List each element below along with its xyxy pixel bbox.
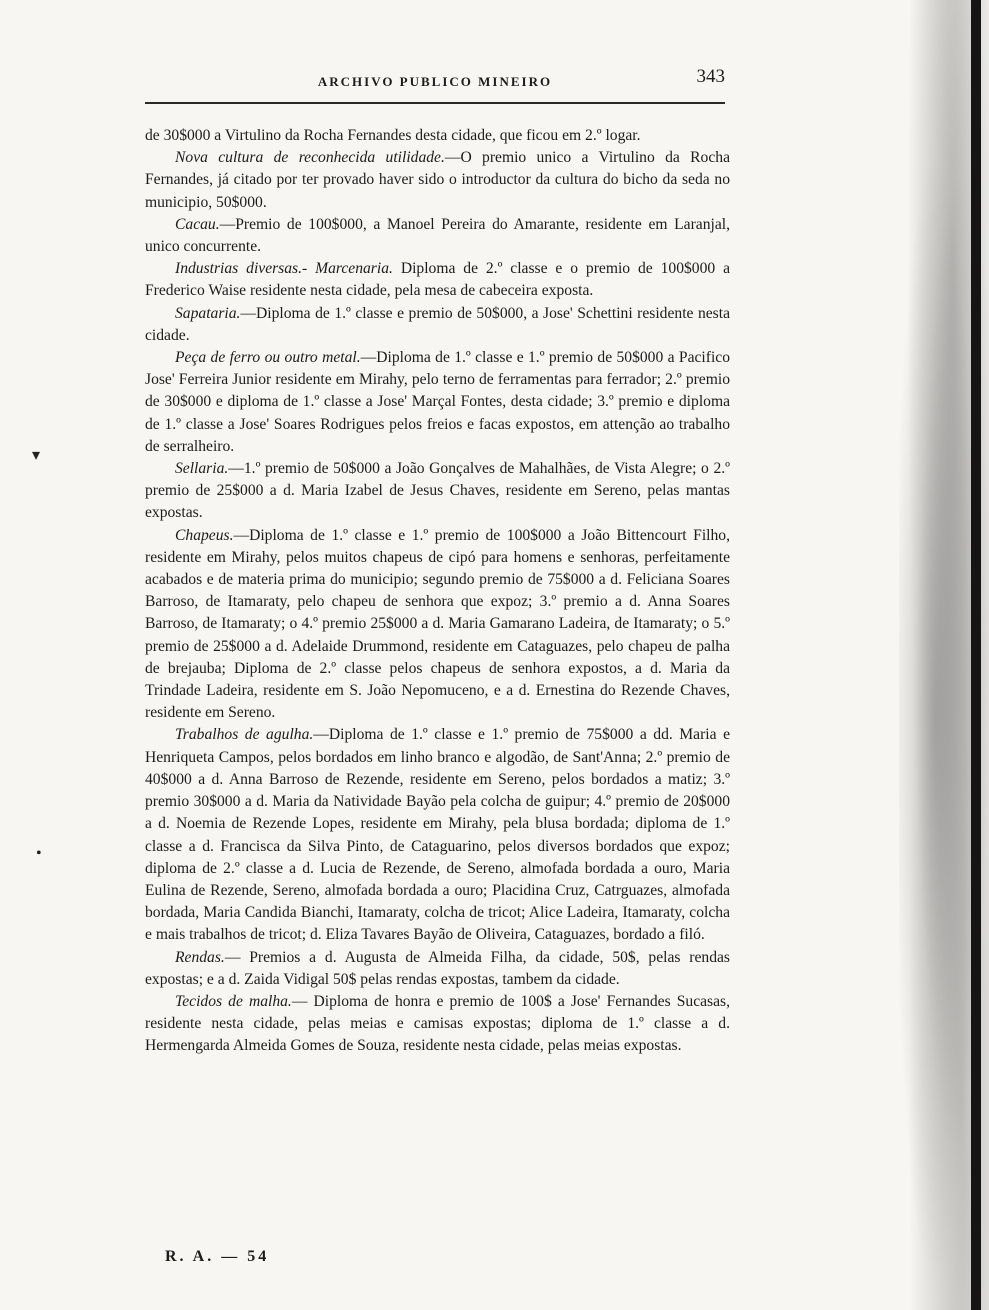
paragraph bbox=[145, 347, 730, 458]
paragraph-lead: Industrias diversas.- Marcenaria. bbox=[175, 260, 393, 278]
page-number: 343 bbox=[696, 66, 725, 87]
paragraph-text: —Diploma de 1.º classe e 1.º premio de 75$000 a dd. Maria e Henriqueta Campos, pelos bordados em linho branco e algodão, de Sant'Anna; 2.º premio de 40$000 a d. Anna Barroso de Rezende, residente em Sereno, pelos bordados a matiz; 3.º premio 30$000 a d. Maria da Natividade Bayão pela colcha de guipur; 4.º premio de 20$000 a d. Noemia de Rezende Lopes, residente em Mirahy, pela blusa bordada; diploma de 1.º classe a d. Francisca da Silva Pinto, de Cataguarino, pelos diversos bordados que expoz; diploma de 2.º classe a d. Lucia de Rezende, de Sereno, almofada bordada a ouro, Maria Eulina de Rezende, Sereno, almofada bordada a ouro; Placidina Cruz, Catrguazes, almofada bordada, Maria Candida Bianchi, Itamaraty, colcha de tricot; Alice Ladeira, Itamaraty, colcha e mais trabalhos de tricot; d. Eliza Tavares Bayão de Oliveira, Cataguazes, bordado a filó. bbox=[145, 726, 730, 944]
paragraph bbox=[145, 125, 730, 147]
paragraph bbox=[145, 458, 730, 525]
paragraph bbox=[145, 258, 730, 302]
body-text bbox=[145, 125, 730, 1058]
paragraph bbox=[145, 303, 730, 347]
paragraph bbox=[145, 724, 730, 946]
paragraph-text: —Diploma de 1.º classe e 1.º premio de 50$000 a Pacifico Jose' Ferreira Junior residente em Mirahy, pelo terno de ferramentas para ferrador; 2.º premio de 30$000 e diploma de 1.º classe a Jose' Marçal Fontes, desta cidade; 3.º premio e diploma de 1.º classe a Jose' Soares Rodrigues pelos freios e facas expostos, em attenção ao trabalho de serralheiro. bbox=[145, 349, 730, 455]
margin-dot: ▾ bbox=[32, 447, 41, 464]
paragraph-text: —Diploma de 1.º classe e premio de 50$000, a Jose' Schettini residente nesta cidade. bbox=[145, 304, 730, 344]
margin-dot: • bbox=[36, 845, 42, 862]
paragraph bbox=[145, 147, 730, 214]
paragraph bbox=[145, 947, 730, 991]
header-rule bbox=[145, 102, 725, 104]
paragraph-text: —Diploma de 1.º classe e 1.º premio de 100$000 a João Bittencourt Filho, residente em Mirahy, pelos muitos chapeus de cipó para homens e senhoras, perfeitamente acabados e de materia prima do municipio; segundo premio de 75$000 a d. Feliciana Soares Barroso, de Itamaraty, pelo chapeu de senhora que expoz; 3.º premio a d. Anna Soares Barroso, de Itamaraty; o 4.º premio 25$000 a d. Maria Gamarano Ladeira, de Itamaraty; o 5.º premio de 25$000 a d. Adelaide Drummond, residente em Cataguazes, pelo chapeu de palha de brejauba; Diploma de 2.º classe pelos chapeus de senhora expostos, a d. Maria da Trindade Ladeira, residente em S. João Nepomuceno, e a d. Ernestina do Rezende Chaves, residente em Sereno. bbox=[145, 526, 730, 722]
paragraph bbox=[145, 991, 730, 1058]
paragraph bbox=[145, 214, 730, 258]
paragraph-text: —O premio unico a Virtulino da Rocha Fernandes, já citado por ter provado haver sido o introductor da cultura do bicho da seda no municipio, 50$000. bbox=[145, 149, 730, 211]
signature-mark: R. A. — 54 bbox=[165, 1248, 270, 1265]
paragraph-text: — Premios a d. Augusta de Almeida Filha, da cidade, 50$, pelas rendas expostas; e a d. Zaida Vidigal 50$ pelas rendas expostas, tambem da cidade. bbox=[145, 948, 730, 988]
page-header bbox=[145, 66, 725, 96]
paragraph-text: — Diploma de honra e premio de 100$ a Jose' Fernandes Sucasas, residente nesta cidade, pelas meias e camisas expostas; diploma de 1.º classe a d. Hermengarda Almeida Gomes de Souza, residente nesta cidade, pelas meias expostas. bbox=[145, 992, 730, 1055]
paragraph-lead: Nova cultura de reconhecida utilidade. bbox=[175, 149, 445, 167]
paragraph-lead: Cacau. bbox=[175, 215, 220, 233]
paragraph-lead: Trabalhos de agulha. bbox=[175, 726, 314, 744]
paragraph-lead: Tecidos de malha. bbox=[175, 992, 292, 1010]
scan-edge-shadow bbox=[899, 0, 989, 1310]
paragraph-text: Diploma de 2.º classe e o premio de 100$000 a Frederico Waise residente nesta cidade, pela mesa de cabeceira exposta. bbox=[145, 260, 730, 300]
paragraph-lead: Peça de ferro ou outro metal. bbox=[175, 349, 361, 367]
paragraph-text: —Premio de 100$000, a Manoel Pereira do Amarante, residente em Laranjal, unico concurrente. bbox=[145, 215, 730, 256]
paragraph-text: —1.º premio de 50$000 a João Gonçalves de Mahalhães, de Vista Alegre; o 2.º premio de 25$000 a d. Maria Izabel de Jesus Chaves, residente em Sereno, pelas mantas expostas. bbox=[145, 460, 730, 522]
paragraph-lead: Rendas. bbox=[175, 948, 225, 966]
paragraph-lead: Sellaria. bbox=[175, 460, 229, 478]
paragraph-text: de 30$000 a Virtulino da Rocha Fernandes desta cidade, que ficou em 2.º logar. bbox=[145, 127, 641, 144]
paragraph bbox=[145, 525, 730, 725]
paragraph-lead: Chapeus. bbox=[175, 526, 234, 544]
paragraph-lead: Sapataria. bbox=[175, 304, 241, 322]
running-title: ARCHIVO PUBLICO MINEIRO bbox=[317, 74, 553, 89]
